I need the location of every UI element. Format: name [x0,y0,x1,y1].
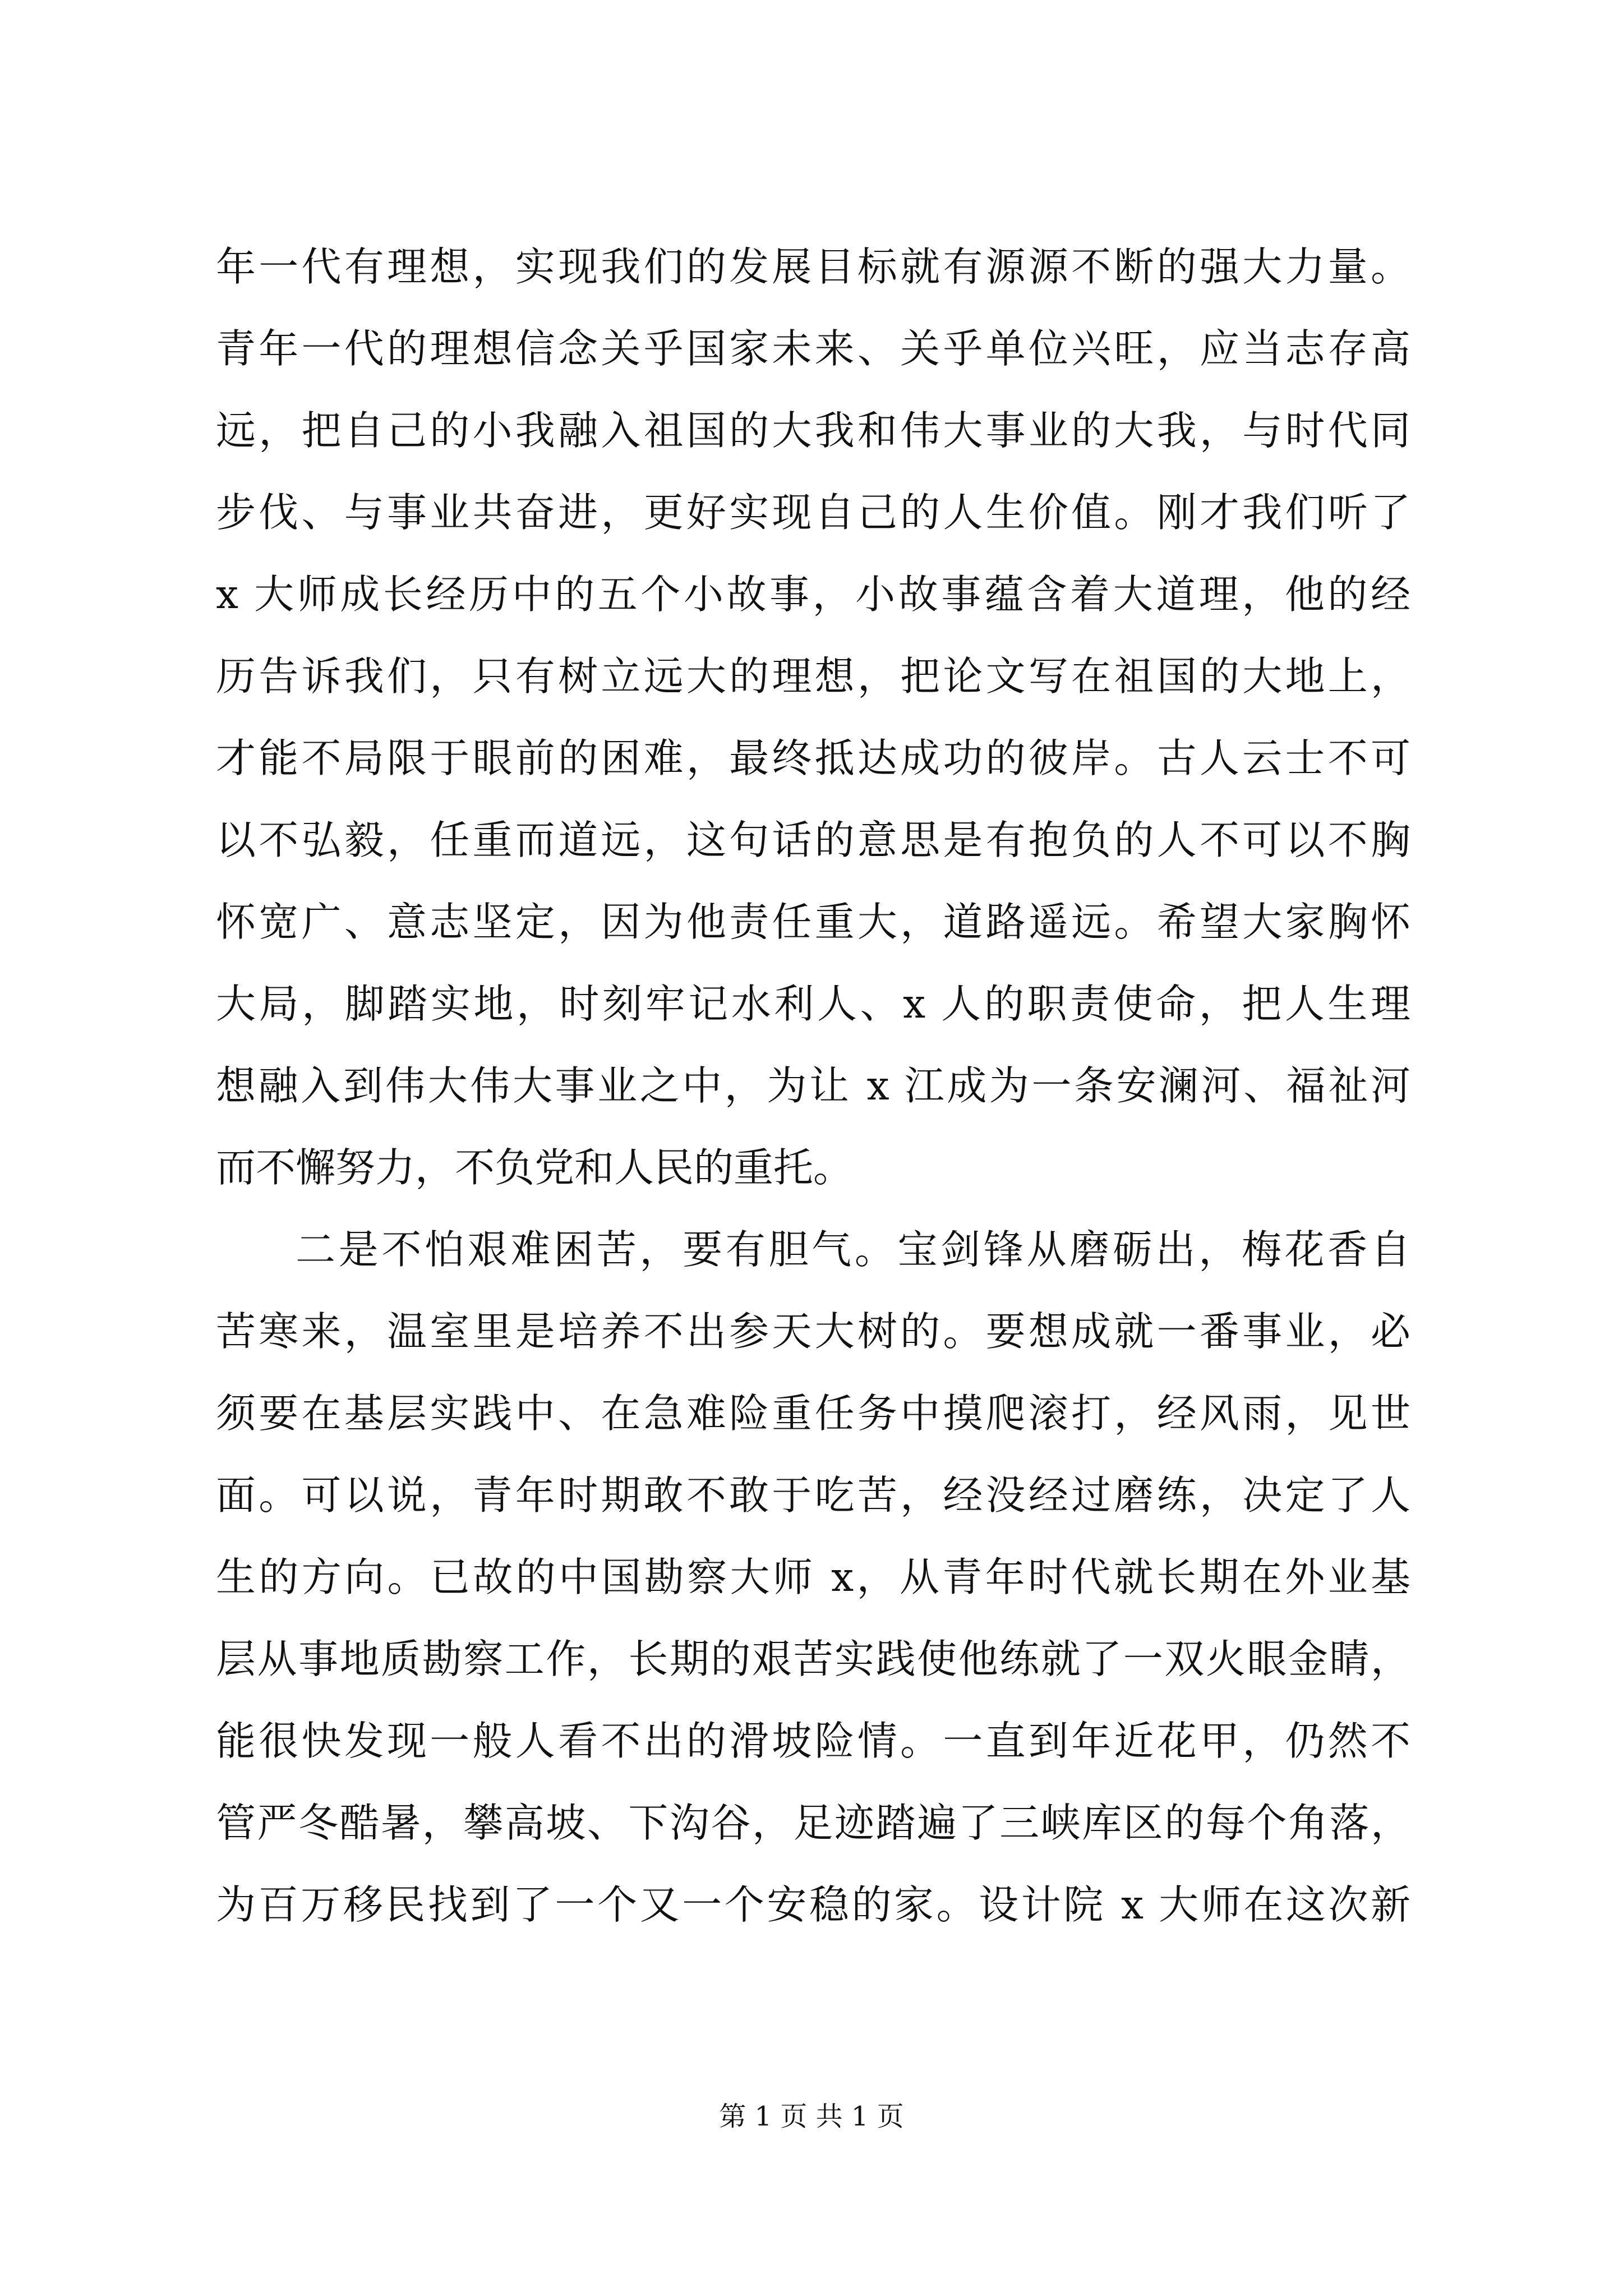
text-line: 为百万移民找到了一个又一个安稳的家。设计院 x 大师在这次新 [216,1881,1410,1928]
text-line: 大局，脚踏实地，时刻牢记水利人、x 人的职责使命，把人生理 [216,981,1410,1027]
body-text [216,226,1410,1946]
text-line: 苦寒来，温室里是培养不出参天大树的。要想成就一番事业，必 [216,1308,1410,1355]
text-line: 青年一代的理想信念关乎国家未来、关乎单位兴旺，应当志存高 [216,325,1410,372]
text-line: 怀宽广、意志坚定，因为他责任重大，道路遥远。希望大家胸怀 [216,899,1410,945]
text-line: 想融入到伟大伟大事业之中，为让 x 江成为一条安澜河、福祉河 [216,1062,1410,1109]
text-line: 层从事地质勘察工作，长期的艰苦实践使他练就了一双火眼金睛， [216,1636,1410,1682]
text-line: 能很快发现一般人看不出的滑坡险情。一直到年近花甲，仍然不 [216,1718,1410,1764]
page-footer: 第 1 页 共 1 页 [719,2101,904,2132]
text-line: 管严冬酷暑，攀高坡、下沟谷，足迹踏遍了三峡库区的每个角落， [216,1800,1410,1846]
text-line: 而不懈努力，不负党和人民的重托。 [216,1144,854,1191]
text-line: 生的方向。已故的中国勘察大师 x，从青年时代就长期在外业基 [216,1554,1410,1600]
text-line: 年一代有理想，实现我们的发展目标就有源源不断的强大力量。 [216,243,1410,290]
text-line: 面。可以说，青年时期敢不敢于吃苦，经没经过磨练，决定了人 [216,1472,1410,1519]
text-line: 远，把自己的小我融入祖国的大我和伟大事业的大我，与时代同 [216,407,1410,454]
text-line: 才能不局限于眼前的困难，最终抵达成功的彼岸。古人云士不可 [216,735,1410,781]
text-line: x 大师成长经历中的五个小故事，小故事蕴含着大道理，他的经 [216,571,1410,618]
text-line: 须要在基层实践中、在急难险重任务中摸爬滚打，经风雨，见世 [216,1390,1410,1437]
text-line: 以不弘毅，任重而道远，这句话的意思是有抱负的人不可以不胸 [216,817,1410,863]
paragraph-first-line: 二是不怕艰难困苦，要有胆气。宝剑锋从磨砺出，梅花香自 [296,1226,1410,1273]
text-line: 历告诉我们，只有树立远大的理想，把论文写在祖国的大地上， [216,653,1410,700]
text-line: 步伐、与事业共奋进，更好实现自己的人生价值。刚才我们听了 [216,489,1410,536]
